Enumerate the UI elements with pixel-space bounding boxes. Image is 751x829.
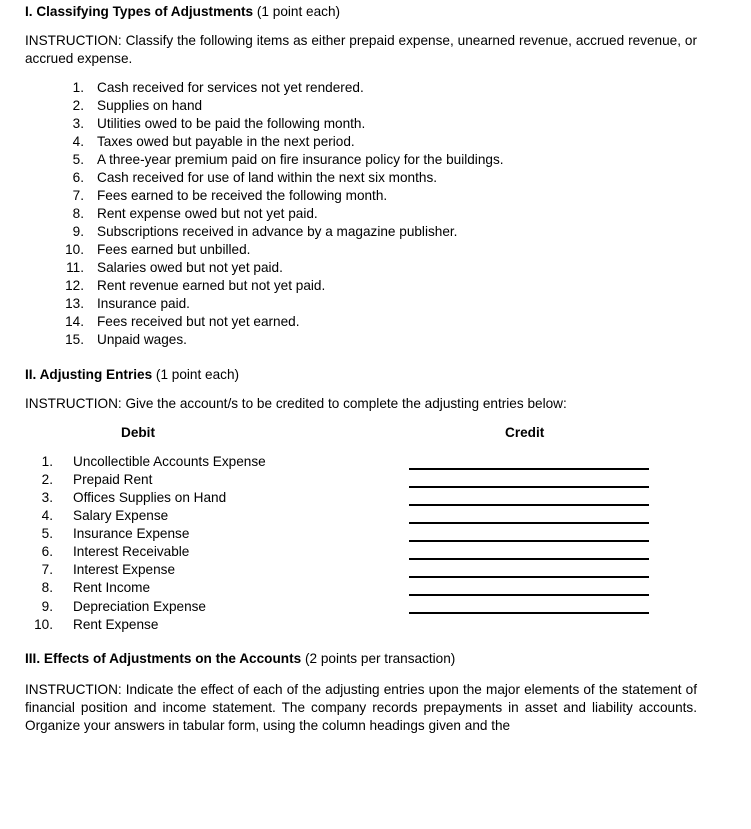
section1-points: (1 point each) — [256, 4, 341, 19]
credit-header: Credit — [505, 425, 545, 440]
item-text: Fees received but not yet earned. — [97, 314, 300, 329]
item-text: Fees earned to be received the following month. — [97, 188, 388, 203]
list-item — [72, 205, 504, 223]
list-item — [34, 616, 266, 634]
item-text: Unpaid wages. — [97, 332, 187, 347]
item-text: Insurance paid. — [97, 296, 190, 311]
item-text: Rent revenue earned but not yet paid. — [97, 278, 326, 293]
item-number: 9. — [41, 599, 53, 614]
section2-heading — [25, 366, 239, 384]
section1-title: I. Classifying Types of Adjustments — [25, 4, 254, 19]
item-number: 7. — [41, 562, 53, 577]
list-item — [41, 543, 266, 561]
list-item — [65, 331, 504, 349]
section2-list — [34, 453, 266, 634]
item-text: Rent expense owed but not yet paid. — [97, 206, 318, 221]
section2-points: (1 point each) — [155, 367, 240, 382]
list-item — [72, 133, 504, 151]
section2-instruction: INSTRUCTION: Give the account/s to be credited to complete the adjusting entries below: — [25, 396, 567, 411]
list-item — [41, 598, 266, 616]
item-number: 8. — [72, 206, 84, 221]
item-number: 8. — [41, 580, 53, 595]
section3-instruction: INSTRUCTION: Indicate the effect of each of the adjusting entries upon the major elements of the statement of financial position and income statement. The company records prepayments in asset and liability accounts. Organize your answers in tabular form, using the column headings given and the — [25, 682, 697, 733]
item-number: 4. — [41, 508, 53, 523]
item-text: Rent Expense — [73, 617, 159, 632]
list-item — [66, 259, 504, 277]
section1-list — [65, 79, 504, 349]
list-item — [65, 277, 504, 295]
list-item — [41, 489, 266, 507]
item-text: Insurance Expense — [73, 526, 190, 541]
item-number: 5. — [41, 526, 53, 541]
list-item — [41, 561, 266, 579]
item-text: Interest Expense — [73, 562, 176, 577]
item-number: 9. — [72, 224, 84, 239]
item-text: Salary Expense — [73, 508, 169, 523]
list-item — [41, 579, 266, 597]
item-text: Depreciation Expense — [73, 599, 206, 614]
list-item — [72, 187, 504, 205]
debit-header: Debit — [121, 425, 155, 440]
item-number: 2. — [72, 98, 84, 113]
list-item — [41, 453, 266, 471]
list-item — [72, 97, 504, 115]
item-number: 5. — [72, 152, 84, 167]
item-text: Cash received for services not yet rendered. — [97, 80, 364, 95]
item-number: 3. — [41, 490, 53, 505]
item-text: A three-year premium paid on fire insurance policy for the buildings. — [97, 152, 504, 167]
credit-answer-line[interactable] — [409, 486, 649, 488]
credit-answer-line[interactable] — [409, 594, 649, 596]
section3-title: III. Effects of Adjustments on the Accounts — [25, 651, 302, 666]
list-item — [65, 295, 504, 313]
item-text: Supplies on hand — [97, 98, 203, 113]
item-text: Fees earned but unbilled. — [97, 242, 251, 257]
section1-instruction: INSTRUCTION: Classify the following items as either prepaid expense, unearned revenue, accrued revenue, or accrued expense. — [25, 33, 697, 66]
item-text: Taxes owed but payable in the next period. — [97, 134, 355, 149]
list-item — [41, 525, 266, 543]
item-number: 14. — [65, 314, 84, 329]
list-item — [72, 151, 504, 169]
credit-answer-line[interactable] — [409, 468, 649, 470]
item-number: 11. — [66, 260, 84, 275]
credit-answer-line[interactable] — [409, 522, 649, 524]
list-item — [41, 471, 266, 489]
item-number: 7. — [72, 188, 84, 203]
credit-answer-line[interactable] — [409, 504, 649, 506]
list-item — [65, 241, 504, 259]
credit-answer-line[interactable] — [409, 540, 649, 542]
section3-points: (2 points per transaction) — [304, 651, 456, 666]
item-number: 4. — [72, 134, 84, 149]
credit-answer-line[interactable] — [409, 558, 649, 560]
list-item — [72, 169, 504, 187]
item-text: Subscriptions received in advance by a magazine publisher. — [97, 224, 458, 239]
item-text: Cash received for use of land within the next six months. — [97, 170, 438, 185]
item-text: Prepaid Rent — [73, 472, 153, 487]
list-item — [72, 115, 504, 133]
item-text: Utilities owed to be paid the following month. — [97, 116, 366, 131]
item-number: 6. — [41, 544, 53, 559]
item-number: 13. — [65, 296, 84, 311]
item-text: Uncollectible Accounts Expense — [73, 454, 266, 469]
section1-heading — [25, 3, 340, 21]
section2-title: II. Adjusting Entries — [25, 367, 153, 382]
item-number: 1. — [72, 80, 84, 95]
credit-answer-line[interactable] — [409, 576, 649, 578]
list-item — [41, 507, 266, 525]
list-item — [72, 79, 504, 97]
item-text: Rent Income — [73, 580, 151, 595]
item-text: Salaries owed but not yet paid. — [97, 260, 283, 275]
section3-heading — [25, 650, 455, 668]
item-number: 10. — [34, 617, 53, 632]
item-number: 1. — [41, 454, 53, 469]
item-text: Interest Receivable — [73, 544, 190, 559]
item-number: 15. — [65, 332, 84, 347]
item-number: 10. — [65, 242, 84, 257]
item-number: 3. — [72, 116, 84, 131]
item-text: Offices Supplies on Hand — [73, 490, 227, 505]
item-number: 2. — [41, 472, 53, 487]
list-item — [65, 313, 504, 331]
item-number: 12. — [65, 278, 84, 293]
list-item — [72, 223, 504, 241]
credit-answer-line[interactable] — [409, 612, 649, 614]
item-number: 6. — [72, 170, 84, 185]
